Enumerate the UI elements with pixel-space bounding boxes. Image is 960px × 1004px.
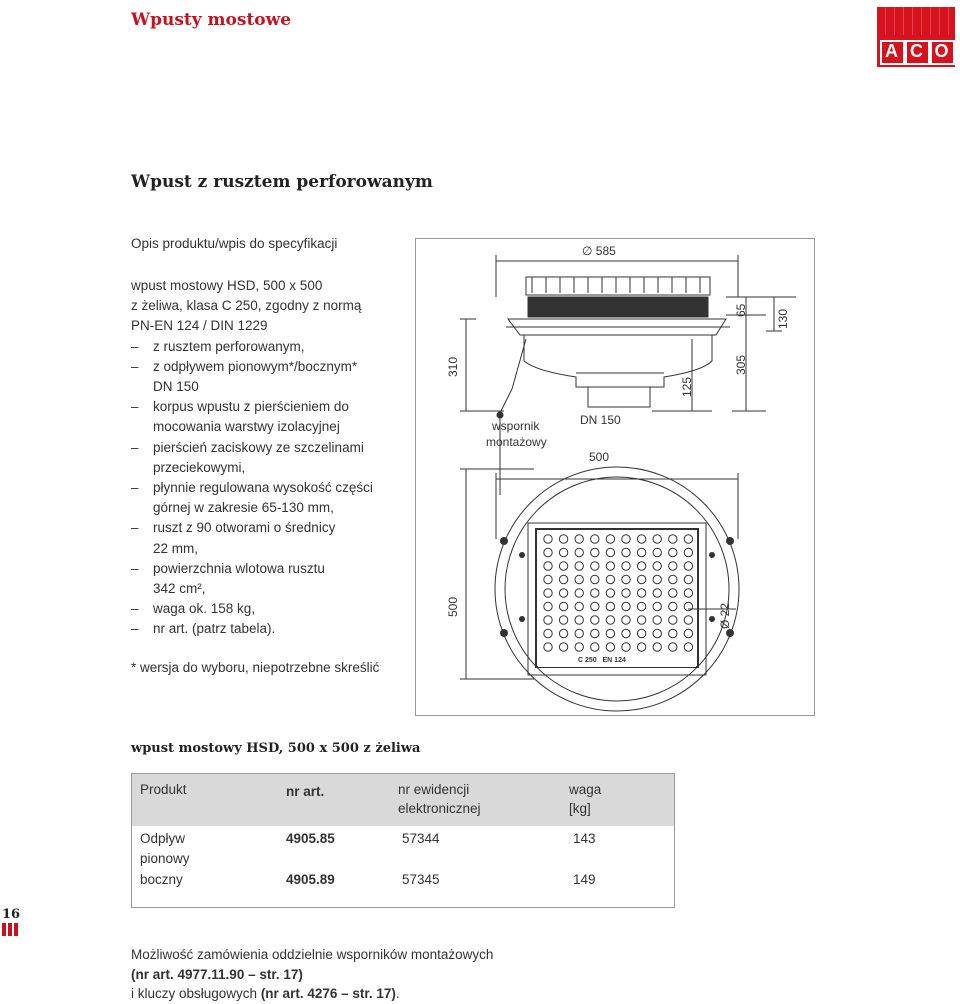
spec-item-text: ruszt z 90 otworami o średnicy: [153, 520, 336, 536]
dim-label-hole: Ø 22: [718, 602, 732, 629]
spec-item: [131, 337, 411, 357]
grate-hole: [575, 602, 583, 610]
grate-hole: [544, 575, 552, 583]
dash-bullet: –: [131, 520, 139, 536]
bottom-note-text: i kluczy obsługowych: [131, 986, 261, 1001]
grate-hole: [684, 535, 692, 543]
spec-item: [131, 397, 411, 437]
grate-hole: [669, 575, 677, 583]
bottom-note: [131, 945, 493, 1004]
grate-hole: [669, 589, 677, 597]
grate-hole: [606, 589, 614, 597]
spec-item-text: z odpływem pionowym*/bocznym*: [153, 358, 358, 374]
grate-hole: [684, 629, 692, 637]
page-title: Wpust z rusztem perforowanym: [131, 172, 433, 192]
grate-hole: [591, 562, 599, 570]
grate-hole: [575, 548, 583, 556]
grate-hole: [684, 575, 692, 583]
spec-item-text: górnej w zakresie 65-130 mm,: [153, 500, 334, 516]
spec-item-text: z rusztem perforowanym,: [153, 338, 305, 354]
row-product: Odpływ: [140, 831, 186, 846]
grate-hole: [637, 602, 645, 610]
spec-item-text: waga ok. 158 kg,: [153, 601, 256, 617]
grate-hole: [544, 629, 552, 637]
grate-hole: [669, 602, 677, 610]
spec-heading: Opis produktu/wpis do specyfikacji: [131, 236, 338, 251]
spec-text: [131, 276, 411, 640]
aco-logo: [877, 7, 955, 67]
grate-hole: [591, 629, 599, 637]
logo-letter-a: A: [885, 41, 898, 61]
bottom-note-line: Możliwość zamówienia oddzielnie wsporników montażowych: [131, 947, 494, 962]
header-ev-1: nr ewidencji: [398, 782, 470, 797]
grate-section: [526, 277, 710, 295]
spec-item: [131, 438, 411, 478]
dim-label-500-v: 500: [446, 596, 460, 617]
grate-hole: [653, 589, 661, 597]
grate-bars: [532, 277, 700, 293]
grate-hole: [575, 629, 583, 637]
grate-hole: [637, 535, 645, 543]
grate-hole: [653, 629, 661, 637]
grate-hole: [544, 589, 552, 597]
outlet-pipe: [588, 387, 650, 407]
row-ev: 57344: [402, 831, 440, 846]
grate-hole: [622, 548, 630, 556]
grate-hole: [622, 575, 630, 583]
grate-hole: [559, 548, 567, 556]
grate-hole: [591, 602, 599, 610]
grate-hole: [684, 562, 692, 570]
header-weight-1: waga: [569, 782, 602, 797]
grate-hole: [653, 643, 661, 651]
grate-hole: [559, 629, 567, 637]
plan-frame: [528, 523, 706, 675]
logo-letter-o: O: [934, 41, 949, 61]
spec-item-text: korpus wpustu z pierścieniem do: [153, 399, 349, 415]
grate-hole: [637, 629, 645, 637]
grate-hole: [653, 535, 661, 543]
grate-hole: [575, 562, 583, 570]
row-product: pionowy: [140, 851, 190, 866]
grate-hole: [684, 589, 692, 597]
spec-item-text: płynnie regulowana wysokość części: [153, 480, 373, 496]
grate-hole: [653, 548, 661, 556]
grate-hole: [606, 562, 614, 570]
dim-label-310: 310: [446, 356, 460, 377]
spec-item: [131, 559, 411, 599]
header-product: Produkt: [140, 782, 187, 797]
grate-hole: [575, 589, 583, 597]
spec-item: [131, 619, 411, 639]
dash-bullet: –: [131, 621, 139, 637]
bracket-label-line1: wspornik: [492, 419, 540, 433]
grate-hole: [606, 575, 614, 583]
logo-stripe: [877, 7, 955, 35]
header-ev-2: elektronicznej: [398, 801, 481, 816]
row-art: 4905.89: [286, 872, 335, 887]
drawing-svg: [416, 239, 814, 715]
grate-hole: [622, 643, 630, 651]
bottom-note-line: [131, 984, 493, 1004]
dash-bullet: –: [131, 560, 139, 576]
dim-label-125: 125: [680, 376, 694, 397]
grate-hole: [544, 616, 552, 624]
dn-label: DN 150: [580, 413, 621, 427]
row-art: 4905.85: [286, 831, 335, 846]
grate-hole: [637, 562, 645, 570]
grate-hole: [575, 643, 583, 651]
grate-hole: [622, 589, 630, 597]
row-ev: 57345: [402, 872, 440, 887]
grate-hole: [591, 589, 599, 597]
grate-marking: C 250 EN 124: [578, 657, 626, 664]
dash-bullet: –: [131, 601, 139, 617]
logo-letter-c: C: [910, 41, 923, 61]
grate-hole: [559, 575, 567, 583]
dash-bullet: –: [131, 338, 139, 354]
spec-intro-line: z żeliwa, klasa C 250, zgodny z normą: [131, 298, 362, 314]
grate-hole: [591, 548, 599, 556]
row-weight: 149: [573, 872, 596, 887]
dim-label-500-h: 500: [589, 450, 610, 464]
spec-item-text: powierzchnia wlotowa rusztu: [153, 560, 325, 576]
grate-hole: [559, 602, 567, 610]
grate-hole: [622, 562, 630, 570]
grate-hole: [544, 602, 552, 610]
dash-bullet: –: [131, 439, 139, 455]
grate-hole: [559, 562, 567, 570]
grate-hole: [669, 629, 677, 637]
grate-hole: [622, 535, 630, 543]
grate-hole: [559, 535, 567, 543]
bottom-note-line: (nr art. 4977.11.90 – str. 17): [131, 966, 303, 982]
grate-hole: [544, 562, 552, 570]
grate-hole: [606, 616, 614, 624]
grate-hole: [544, 548, 552, 556]
spec-item-text: pierścień zaciskowy ze szczelinami: [153, 439, 364, 455]
grate-hole: [544, 643, 552, 651]
grate-hole: [684, 643, 692, 651]
grate-hole: [591, 575, 599, 583]
grate-holes: [544, 535, 693, 651]
grate-hole: [606, 535, 614, 543]
grate-hole: [575, 616, 583, 624]
spec-item-text: DN 150: [153, 379, 199, 395]
grate-hole: [669, 616, 677, 624]
grate-hole: [575, 535, 583, 543]
section-title: Wpusty mostowe: [131, 10, 292, 30]
bracket-label-line2: montażowy: [486, 435, 547, 449]
spec-intro-line: PN-EN 124 / DIN 1229: [131, 318, 268, 334]
page-number: 16: [2, 907, 21, 922]
header-weight-2: [kg]: [569, 801, 591, 816]
spec-item: [131, 357, 411, 397]
grate-hole: [575, 575, 583, 583]
grate-hole: [559, 616, 567, 624]
spec-item-text: mocowania warstwy izolacyjnej: [153, 419, 340, 435]
dim-label-585: ∅ 585: [582, 244, 616, 258]
grate-hole: [591, 643, 599, 651]
spec-item: [131, 599, 411, 619]
dim-label-305: 305: [734, 354, 748, 375]
grate-hole: [669, 535, 677, 543]
grate-hole: [637, 643, 645, 651]
dash-bullet: –: [131, 480, 139, 496]
table-title: wpust mostowy HSD, 500 x 500 z żeliwa: [131, 741, 421, 756]
row-product: boczny: [140, 872, 183, 887]
dash-bullet: –: [131, 399, 139, 415]
grate-hole: [622, 602, 630, 610]
grate-hole: [653, 575, 661, 583]
grate-hole: [606, 548, 614, 556]
grate-hole: [606, 602, 614, 610]
grate-hole: [669, 548, 677, 556]
product-table: [131, 773, 675, 908]
spec-item-text: przeciekowymi,: [153, 459, 246, 475]
grate-hole: [591, 616, 599, 624]
grate-hole: [637, 616, 645, 624]
grate-hole: [606, 629, 614, 637]
spec-item: [131, 478, 411, 518]
grate-hole: [684, 548, 692, 556]
frame-section: [528, 297, 708, 317]
page-bars-icon: [2, 923, 20, 936]
plan-flange-circle: [495, 467, 739, 711]
grate-hole: [637, 548, 645, 556]
spec-intro-line: wpust mostowy HSD, 500 x 500: [131, 278, 323, 293]
technical-drawing: [415, 238, 815, 716]
bracket: [500, 339, 526, 413]
grate-hole: [606, 643, 614, 651]
dash-bullet: –: [131, 358, 139, 374]
dim-label-130: 130: [776, 308, 790, 329]
dim-label-65: 65: [734, 303, 748, 317]
grate-hole: [559, 589, 567, 597]
footnote: * wersja do wyboru, niepotrzebne skreślić: [131, 660, 380, 675]
spec-item-text: nr art. (patrz tabela).: [153, 621, 276, 637]
grate-hole: [669, 643, 677, 651]
grate-hole: [684, 616, 692, 624]
grate-hole: [653, 562, 661, 570]
grate-hole: [591, 535, 599, 543]
grate-hole: [669, 562, 677, 570]
grate-hole: [653, 602, 661, 610]
row-weight: 143: [573, 831, 596, 846]
header-art: nr art.: [286, 784, 325, 799]
grate-hole: [637, 589, 645, 597]
grate-hole: [544, 535, 552, 543]
spec-item-text: 342 cm²,: [153, 581, 206, 597]
spec-item-text: 22 mm,: [153, 540, 199, 556]
bottom-note-bold: (nr art. 4276 – str. 17): [260, 986, 396, 1001]
spec-item: [131, 518, 411, 558]
grate-hole: [637, 575, 645, 583]
bottom-note-end: .: [395, 986, 400, 1001]
grate-hole: [622, 629, 630, 637]
grate-hole: [622, 616, 630, 624]
grate-hole: [653, 616, 661, 624]
grate-hole: [559, 643, 567, 651]
